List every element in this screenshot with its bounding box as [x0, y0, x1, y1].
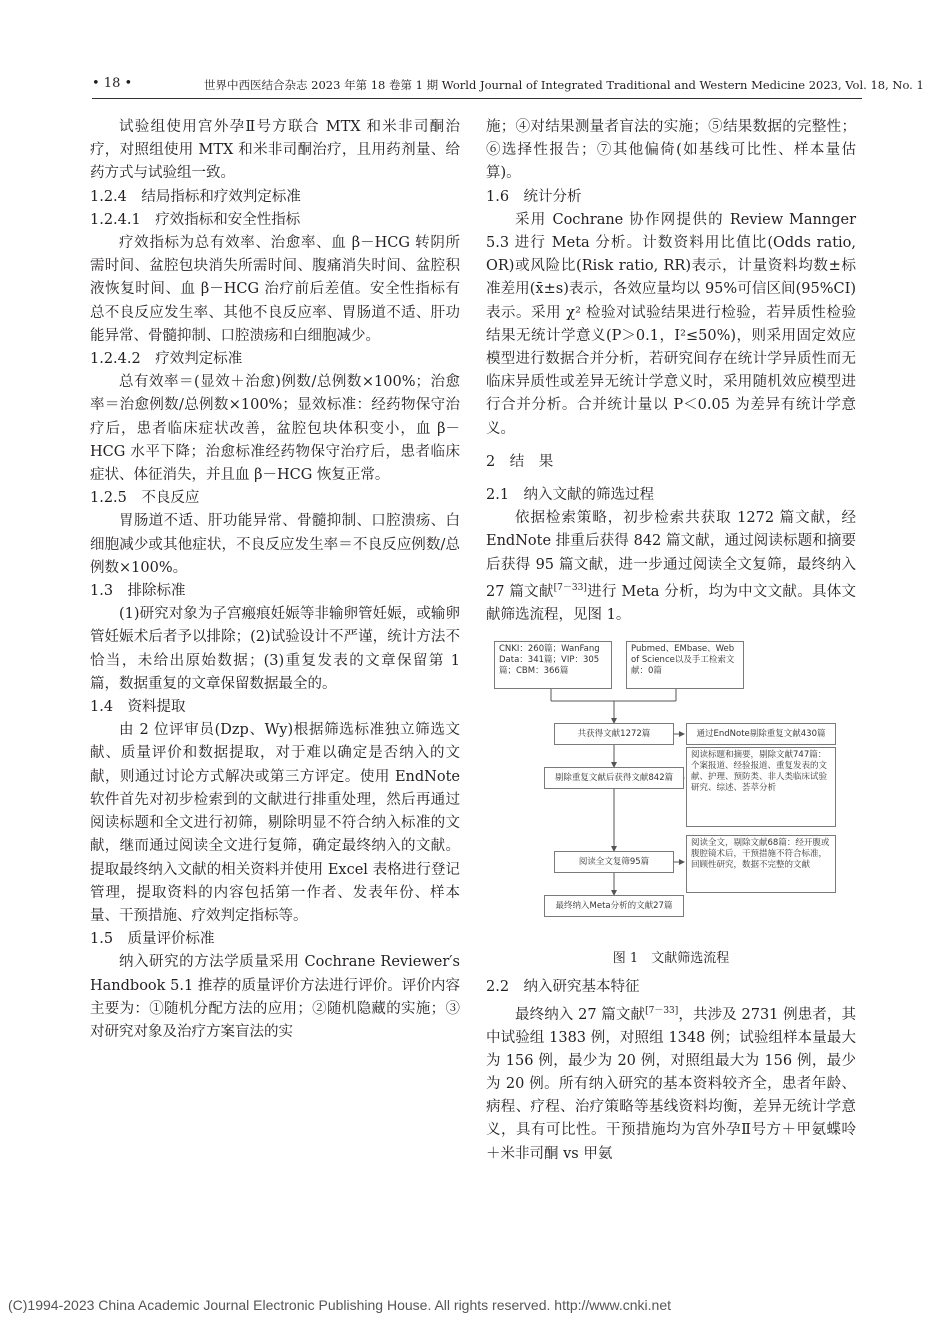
- paragraph: 试验组使用宫外孕Ⅱ号方联合 MTX 和米非司酮治疗，对照组使用 MTX 和米非司酮治疗，且用药剂量、给药方式与试验组一致。: [90, 119, 460, 182]
- flow-box-english-databases: Pubmed、EMbase、Web of Science以及手工检索文献：0篇: [626, 641, 744, 689]
- paragraph-text: 进行 Meta 分析，均为中文文献。具体文献筛选流程，见图 1。: [486, 583, 857, 623]
- right-column: [486, 116, 856, 1166]
- flow-box-exclusion-2: 阅读全文，剔除文献68篇：经开腹或腹腔镜术后，干预措施不符合标准，回顾性研究，数据不完整的文献: [686, 835, 836, 893]
- paragraph: 由 2 位评审员(Dzp、Wy)根据筛选标准独立筛选文献、质量评价和数据提取，对于难以确定是否纳入的文献，则通过讨论方式解决或第三方评定。使用 EndNote 软件首先对初步检索到的文献进行排重处理，然后再通过阅读标题和全文进行初筛，剔除明显不符合纳入标准的文献，继而通过阅读全文进行复筛，确定最终纳入的文献。提取最终纳入文献的相关资料并使用 Excel 表格进行登记管理，提取资料的内容包括第一作者、发表年份、样本量、干预措施、疗效判定指标等。: [90, 722, 460, 924]
- citation: [7－33]: [553, 582, 587, 593]
- paragraph: [486, 507, 856, 627]
- flow-box-total: 共获得文献1272篇: [554, 723, 674, 745]
- flow-box-final: 最终纳入Meta分析的文献27篇: [544, 895, 684, 917]
- paragraph: 疗效指标为总有效率、治愈率、血 β－HCG 转阴所需时间、盆腔包块消失所需时间、腹痛消失时间、盆腔积液恢复时间、血 β－HCG 治疗前后差值。安全性指标有总不良反应发生率、其他不良反应率、胃肠道不适、肝功能异常、骨髓抑制、口腔溃疡和白细胞减少。: [90, 235, 460, 344]
- flow-box-fulltext: 阅读全文复筛95篇: [554, 851, 674, 873]
- paragraph: 施；④对结果测量者盲法的实施；⑤结果数据的完整性；⑥选择性报告；⑦其他偏倚(如基线可比性、样本量估算)。: [486, 119, 856, 182]
- paragraph: 总有效率＝(显效＋治愈)例数/总例数×100%；治愈率＝治愈例数/总例数×100%；显效标准：经药物保守治疗后，患者临床症状改善，盆腔包块体积变小，血 β－HCG 水平下降；治愈标准经药物保守治疗后，患者临床症状、体征消失，并且血 β－HCG 恢复正常。: [90, 374, 460, 484]
- paragraph: 采用 Cochrane 协作网提供的 Review Mannger 5.3 进行 Meta 分析。计数资料用比值比(Odds ratio, OR)或风险比(Risk ratio, RR)表示，计量资料均数±标准差用(x̄±s)表示，各效应量均以 95%可信区间(95%CI)表示。采用 χ² 检验对试验结果进行检验，若异质性检验结果无统计学意义(P＞0.1，I²≤50%)，则采用固定效应模型进行数据合并分析，若研究间存在统计学异质性而无临床异质性或差异无统计学意义时，采用随机效应模型进行合并分析。合并统计量以 P＜0.05 为差异有统计学意义。: [486, 211, 856, 437]
- page-number: • 18 •: [92, 76, 133, 91]
- paragraph-text: ，共涉及 2731 例患者，其中试验组 1383 例，对照组 1348 例；试验组样本量最大为 156 例，最少为 20 例，对照组最大为 156 例，最少为 20 例。所有纳入研究的基本资料较齐全，患者年龄、病程、疗程、治疗策略等基线资料均衡，差异无统计学意义，具有可比性。干预措施均为宫外孕Ⅱ号方＋甲氨蝶呤＋米非司酮 vs 甲氨: [486, 1006, 857, 1162]
- journal-line: 世界中西医结合杂志 2023 年第 18 卷第 1 期 World Journal of Integrated Traditional and Western Medicine 2023, Vol. 18, No. 1: [204, 78, 924, 92]
- figure-caption: 图 1 文献筛选流程: [612, 951, 730, 967]
- paragraph: [486, 1000, 856, 1166]
- section-heading: 1.2.4.2 疗效判定标准: [90, 351, 243, 368]
- flowchart: [486, 639, 856, 939]
- paragraph-text: 依据检索策略，初步检索共获取 1272 篇文献，经 EndNote 排重后获得 842 篇文献，通过阅读标题和摘要后获得 95 篇文献，进一步通过阅读全文复筛，最终纳入 27 篇文献: [486, 510, 856, 600]
- section-heading: 2.2 纳入研究基本特征: [486, 979, 640, 996]
- section-heading: 1.3 排除标准: [90, 583, 186, 600]
- flow-box-dedup: 通过EndNote剔除重复文献430篇: [686, 723, 836, 745]
- paragraph-text: 最终纳入 27 篇文献: [515, 1006, 646, 1023]
- section-heading: 1.2.4 结局指标和疗效判定标准: [90, 188, 301, 205]
- running-header: [92, 76, 924, 99]
- flow-box-chinese-databases: CNKI：260篇；WanFang Data：341篇；VIP：305篇；CBM：366篇: [494, 641, 612, 689]
- section-heading: 1.2.5 不良反应: [90, 490, 200, 507]
- section-heading: 1.2.4.1 疗效指标和安全性指标: [90, 211, 301, 228]
- flow-box-after-dedup: 剔除重复文献后获得文献842篇: [544, 767, 684, 789]
- paragraph: (1)研究对象为子宫瘢痕妊娠等非输卵管妊娠，或输卵管妊娠术后者予以排除；(2)试验设计不严谨，统计方法不恰当，未给出原始数据；(3)重复发表的文章保留第 1 篇，数据重复的文章保留数据最全的。: [90, 606, 460, 692]
- section-heading: 2 结 果: [486, 453, 554, 470]
- paragraph: 纳入研究的方法学质量采用 Cochrane Reviewer′s Handbook 5.1 推荐的质量评价方法进行评价。评价内容主要为：①随机分配方法的应用；②随机隐藏的实施；③对研究对象及治疗方案盲法的实: [90, 954, 460, 1040]
- left-column: [90, 116, 460, 1044]
- paragraph: 胃肠道不适、肝功能异常、骨髓抑制、口腔溃疡、白细胞减少或其他症状，不良反应发生率＝不良反应例数/总例数×100%。: [90, 513, 460, 576]
- citation: [7－33]: [645, 1005, 679, 1016]
- section-heading: 2.1 纳入文献的筛选过程: [486, 487, 655, 504]
- section-heading: 1.5 质量评价标准: [90, 931, 215, 948]
- flow-box-exclusion-1: 阅读标题和摘要，剔除文献747篇：个案报道、经验报道、重复发表的文献、护理、预防类、非人类临床试验研究、综述、荟萃分析: [686, 747, 836, 827]
- section-heading: 1.4 资料提取: [90, 699, 186, 716]
- copyright-footer: (C)1994-2023 China Academic Journal Electronic Publishing House. All rights reserved. http://www.cnki.net: [8, 1297, 671, 1313]
- section-heading: 1.6 统计分析: [486, 188, 582, 205]
